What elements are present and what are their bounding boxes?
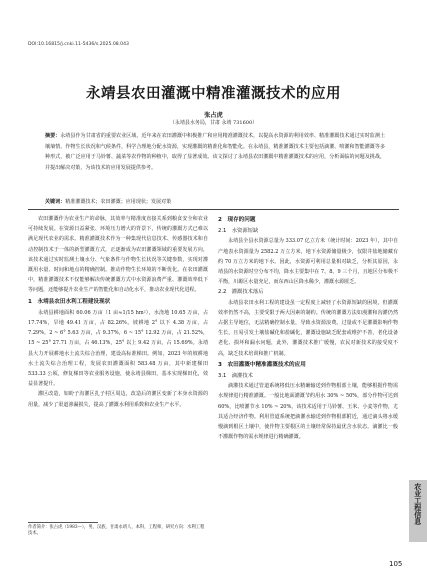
author-affiliation: （永靖县水务局，甘肃 永靖 731600）	[169, 119, 258, 126]
header-divider	[28, 209, 399, 210]
journal-side-tab-label: 农业工程信息	[413, 483, 422, 525]
abstract	[45, 131, 385, 173]
section-1-paragraph-2: 灌区改造，如盼子沟灌区扎子村区周边，改造后的灌区变新了本身水资源的用量，减少了渠道渗漏损失，提高了灌溉水利用系数和农业生产水平。	[28, 391, 208, 408]
keywords-text: 精准灌溉技术；农田灌溉；应用现状；发展对策	[65, 199, 172, 205]
subsection-2-2-heading: 2.2 灌溉技术落后	[218, 289, 264, 296]
keywords	[45, 198, 385, 205]
section-2-heading: 2 现存的问题	[218, 217, 256, 223]
journal-side-tab	[409, 480, 427, 542]
keywords-label: 关键词：	[45, 199, 66, 205]
subsection-3-1-paragraph: 滴灌技术通过管道系统将低压水精确输送到作物根部土壤，能够根据作物需水规律进行精准灌溉。一般比地面灌溉节约用水 30% ~ 50%，部分作物可达到 60%，比喷灌节水 10% ~ 20%。该技术适用于马铃薯、玉米、小麦等作物，尤其适合经济作物。利用管道系统把滴灌水输送到作物根部附近，通过滴头将水缓慢滴到根区土壤中，使作物主要根区的土壤经常保持最优含水状态。滴灌比一般不灌溉作物的需水规律进行精确灌溉。	[218, 383, 398, 441]
section-1-paragraph-1: 永靖县耕地面积 60.06 万亩（1 亩≈1/15 hm²），水浇地 10.65 万亩，占 17.74%，旱地 49.41 万亩，占 82.26%。坡耕地 2° 以下 4.38 万亩，占 7.29%，2 ~ 6° 5.63 万亩，占 9.37%，6 ~ 15° 12.92 万亩，占 21.52%，15 ~ 25° 27.71 万亩，占 46.13%，25° 以上 9.42 万亩，占 15.69%。永靖县大力开展耕地水土流失综合治理，建设高标准梯田。例如，2023 年的坡耕地水土流失综合治理工程，发展农田灌溉面积 583.48 万亩，其中新建梯田 533.33 公顷，修复梯田等农业服务设施，使永靖县梯田，基本实现梯田化，效益显著提升。	[28, 309, 208, 388]
page-number: 105	[389, 560, 403, 568]
subsection-3-1-heading: 3.1 滴灌技术	[218, 373, 253, 380]
abstract-text: 永靖县作为甘肃省的重要农业区域，近年来在农田灌溉中积极推广和应用精准灌溉技术，以提高水资源的利用效率、精准灌溉技术通过实时监测土壤墒情、作物生长状况和气候条件，科学合理地分配水资源，实现灌溉的精准化和智能化。在永靖县，精准灌溉技术主要包括滴灌、喷灌和智能灌溉等多种形式，被广泛应用于马铃薯、蔬菜等农作物的种植中，取得了显著成效。该文探讨了永靖县农田灌溉中精准灌溉技术的应用，分析面临的问题及挑战，并提出解决对策，为该技术的应用发展提供参考。	[45, 133, 386, 171]
subsection-2-2-paragraph: 永靖县农田水利工程的建设虽一定程度上减轻了水资源短缺的困境，但灌溉效率仍然不高，主要受限于两大因素的制约。传统的灌溉方法如漫灌和沟灌仍然占据主导地位，无法精确控制水量，导致水资源浪费。过量或不足灌溉影响作物生长，且易引发土壤盐碱化和盐碱化，灌溉设施缺乏配套或维护不善，老化设备老化、损坏和漏水问题，此外，灌溉技术推广缓慢，农民对新技术的接受度不高，缺乏技术培训和推广机制。	[218, 299, 398, 357]
section-1-heading: 1 永靖县农田水利工程建设现状	[28, 298, 111, 305]
article-title: 永靖县农田灌溉中精准灌溉技术的应用	[86, 86, 341, 102]
author-footnote: 作者简介：张占虎（1983—），男，汉族，甘肃永靖人，本科，工程师，研究方向：水利工程技术。	[28, 525, 205, 537]
subsection-2-1-paragraph: 永靖县全县水资源总量为 333.07 亿立方米（统计时间：2023 年），其中自产地表水资源量为 2582.2 万立方米，地下水资源储量极少，仅限井盐地储藏有约 70 万立方米的地下水。因此，水资源可利用总量相对缺乏，分析其原因，永靖县的水资源时空分布不均，降水主要集中在 7、8、9 三个月，且地区分布极不平衡，川塬区水量充足，而东西山区降水稀少，灌溉水源匮乏。	[218, 238, 398, 286]
right-column	[218, 214, 398, 442]
section-3-heading: 3 农田灌溉中精准灌溉技术的应用	[218, 361, 306, 368]
doi: DOI:10.16815/j.cnki.11-5436/s.2025.08.043	[28, 42, 129, 47]
author-name: 张占虎	[204, 112, 223, 119]
left-column	[28, 214, 208, 410]
footnote-divider	[28, 522, 98, 523]
intro-paragraph: 农田灌溉作为农业生产的命脉，其效率与精准度直接关系到粮食安全和农业可持续发展。在资源日益紧张、环境压力增大的背景下，传统的灌溉方式已难以满足现代农业的需求。精准灌溉技术作为一种集现代信息技术、传感器技术和自动控制技术于一体的新型灌溉方式，正逐渐成为农田灌溉领域的重要发展方向，该技术通过实时监测土壤水分、气象条件与作物生长状况等关键参数，实现对灌溉用水量、时间和地点的精确控制。推动作物生长环境的不断优化。在农田灌溉中，精准灌溉技术不仅能够解决传统灌溉方式中水资源浪费严重、灌溉效率低下等问题，还能够提升农业生产的智能化和自动化水平，推动农业现代化进程。	[28, 216, 208, 294]
subsection-2-1-heading: 2.1 水资源短缺	[218, 228, 259, 235]
abstract-label: 摘要：	[45, 133, 61, 139]
